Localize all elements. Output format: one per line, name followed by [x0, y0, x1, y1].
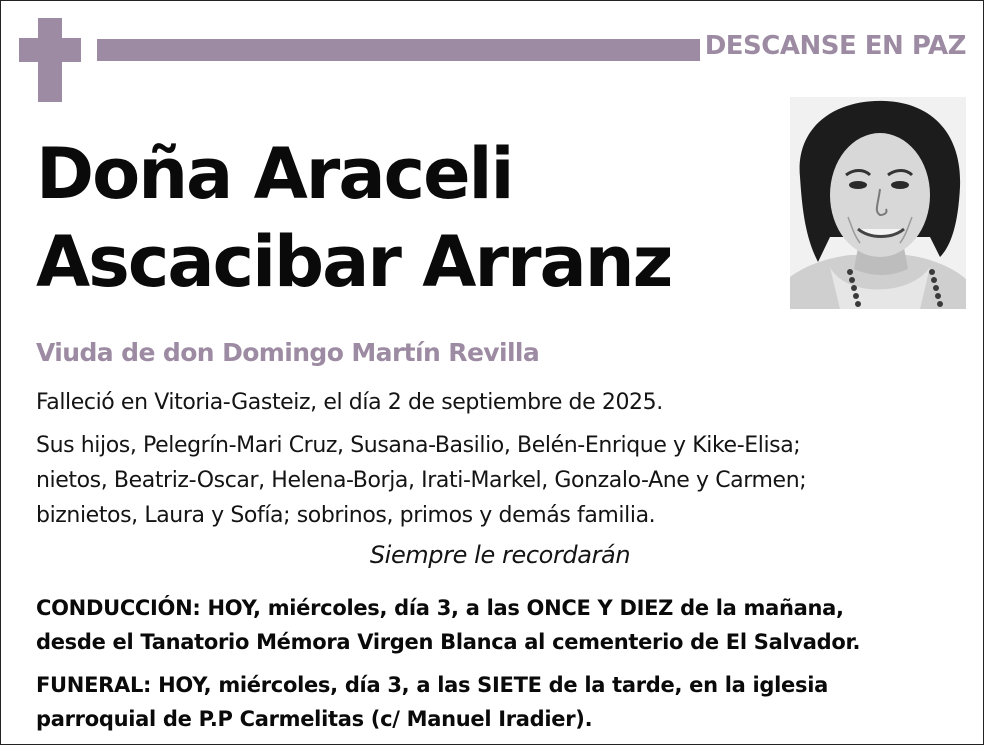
- widow-of-line: Viuda de don Domingo Martín Revilla: [36, 338, 540, 367]
- family-line: nietos, Beatriz-Oscar, Helena-Borja, Irati-Markel, Gonzalo-Ane y Carmen;: [36, 468, 807, 493]
- deceased-name-line-1: Doña Araceli: [36, 133, 513, 215]
- conduccion-paragraph: [36, 591, 860, 659]
- header-divider-bar: [97, 39, 700, 61]
- descanse-en-paz-label: DESCANSE EN PAZ: [704, 31, 966, 61]
- conduccion-line: desde el Tanatorio Mémora Virgen Blanca al cementerio de El Salvador.: [36, 630, 861, 654]
- cross-horizontal-bar: [19, 38, 81, 62]
- deceased-name-line-2: Ascacibar Arranz: [36, 221, 672, 303]
- portrait-photo: [790, 97, 966, 309]
- family-line: biznietos, Laura y Sofía; sobrinos, primos y demás familia.: [36, 503, 656, 528]
- funeral-line: parroquial de P.P Carmelitas (c/ Manuel Iradier).: [36, 707, 593, 731]
- death-notice-line: Falleció en Vitoria-Gasteiz, el día 2 de septiembre de 2025.: [36, 390, 663, 415]
- conduccion-line: CONDUCCIÓN: HOY, miércoles, día 3, a las ONCE Y DIEZ de la mañana,: [36, 596, 844, 620]
- family-paragraph: [36, 428, 806, 533]
- family-line: Sus hijos, Pelegrín-Mari Cruz, Susana-Basilio, Belén-Enrique y Kike-Elisa;: [36, 433, 801, 458]
- funeral-line: FUNERAL: HOY, miércoles, día 3, a las SIETE de la tarde, en la iglesia: [36, 673, 828, 697]
- portrait-illustration: [790, 97, 966, 309]
- remembrance-text: Siempre le recordarán: [369, 541, 631, 569]
- remembrance-line: [0, 541, 984, 569]
- funeral-paragraph: [36, 668, 828, 736]
